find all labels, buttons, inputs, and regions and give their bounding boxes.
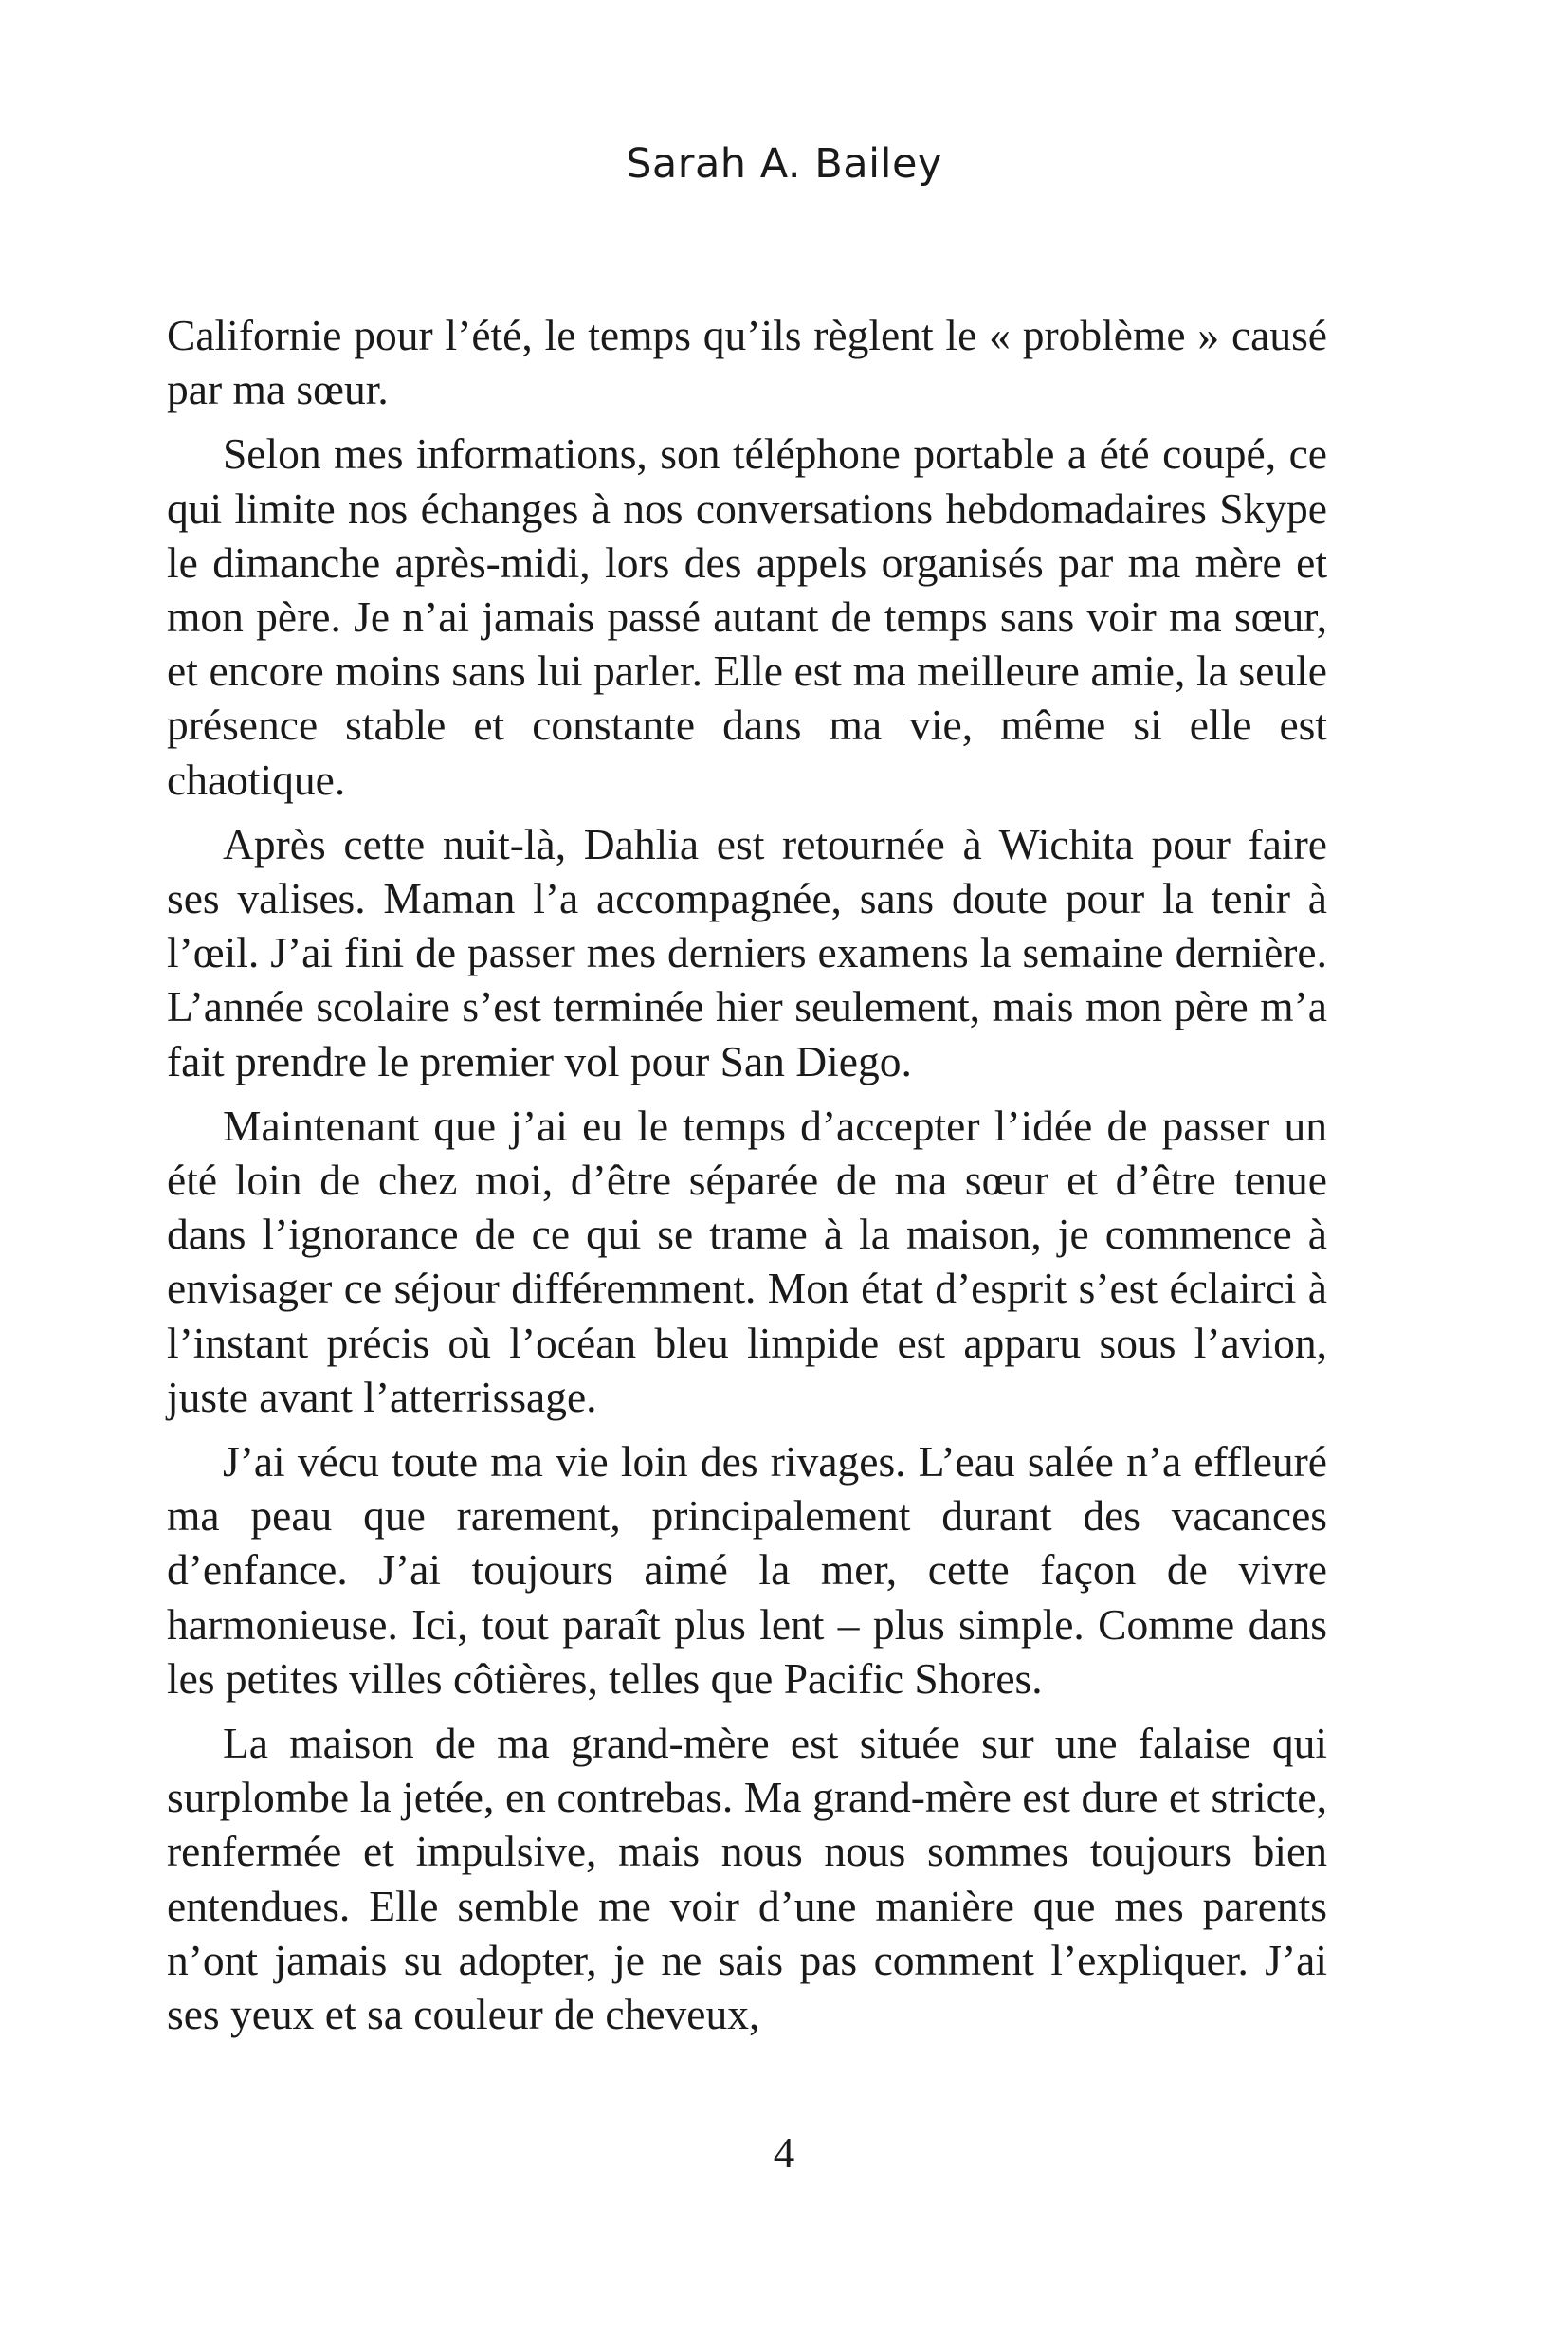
paragraph: Selon mes informations, son téléphone portable a été coupé, ce qui limite nos échanges à nos conversations hebdomadaires Skype le dimanche après-midi, lors des appels organisés par ma mère et mon père. Je n’ai jamais passé autant de temps sans voir ma sœur, et encore moins sans lui parler. Elle est ma meilleure amie, la seule présence stable et constante dans ma vie, même si elle est chaotique. xyxy=(167,429,1327,804)
paragraph: La maison de ma grand-mère est située sur une falaise qui surplombe la jetée, en contrebas. Ma grand-mère est dure et stricte, renfermée et impulsive, mais nous nous sommes toujours bien entendues. Elle semble me voir d’une manière que mes parents n’ont jamais su adopter, je ne sais pas comment l’expliquer. J’ai ses yeux et sa couleur de cheveux, xyxy=(167,1719,1327,2039)
paragraph: Maintenant que j’ai eu le temps d’accepter l’idée de passer un été loin de chez moi, d’être séparée de ma sœur et d’être tenue dans l’ignorance de ce qui se trame à la maison, je commence à envisager ce séjour différemment. Mon état d’esprit s’est éclairci à l’instant précis où l’océan bleu limpide est apparu sous l’avion, juste avant l’atterrissage. xyxy=(167,1101,1327,1421)
page-number: 4 xyxy=(773,2129,795,2177)
paragraph-continuation: Californie pour l’été, le temps qu’ils règlent le « problème » causé par ma sœur. xyxy=(167,311,1327,414)
paragraph: J’ai vécu toute ma vie loin des rivages. L’eau salée n’a effleuré ma peau que rarement, principalement durant des vacances d’enfance. J’ai toujours aimé la mer, cette façon de vivre harmonieuse. Ici, tout paraît plus lent – plus simple. Comme dans les petites villes côtières, telles que Pacific Shores. xyxy=(167,1437,1327,1703)
paragraph: Après cette nuit-là, Dahlia est retournée à Wichita pour faire ses valises. Maman l’a accompagnée, sans doute pour la tenir à l’œil. J’ai fini de passer mes derniers examens la semaine dernière. L’année scolaire s’est terminée hier seulement, mais mon père m’a fait prendre le premier vol pour San Diego. xyxy=(167,819,1327,1085)
running-header-author: Sarah A. Bailey xyxy=(626,140,942,188)
body-text xyxy=(167,308,1327,2051)
